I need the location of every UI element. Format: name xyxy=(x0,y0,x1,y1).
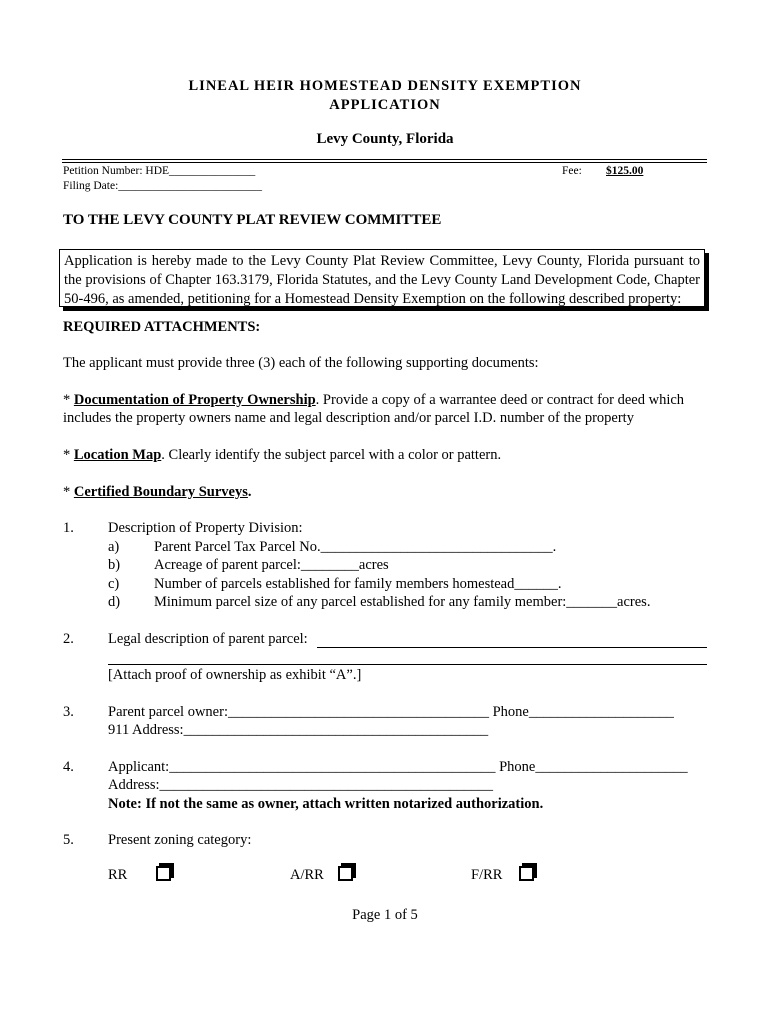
header-rule-bottom xyxy=(62,162,707,163)
intro-line-2: the provisions of Chapter 163.3179, Florida Statutes, and the Levy County Land Development Code, Chapter xyxy=(64,272,700,288)
zoning-rr-label: RR xyxy=(108,867,128,883)
location-map-text: . Clearly identify the subject parcel with a color or pattern. xyxy=(161,447,502,463)
zoning-frr-checkbox[interactable] xyxy=(519,866,534,881)
item-4-note: Note: If not the same as owner, attach written notarized authorization. xyxy=(108,796,544,812)
item-1c-letter: c) xyxy=(108,576,120,592)
item-1a-field[interactable]: Parent Parcel Tax Parcel No.________________________________. xyxy=(154,539,557,555)
zoning-rr-checkbox[interactable] xyxy=(156,866,171,881)
petition-number[interactable]: Petition Number: HDE_______________ xyxy=(63,165,256,177)
doc-bullet: * xyxy=(63,392,74,408)
applicant-address-field[interactable]: Address:______________________________________________ xyxy=(108,777,494,793)
item-3-number: 3. xyxy=(63,704,74,720)
title-line-2: APPLICATION xyxy=(329,97,441,113)
owner-911-address-field[interactable]: 911 Address:__________________________________________ xyxy=(108,722,489,738)
survey-end: . xyxy=(247,484,252,500)
item-2-label: Legal description of parent parcel: xyxy=(108,631,308,647)
attachments-heading: REQUIRED ATTACHMENTS: xyxy=(63,319,261,335)
intro-box xyxy=(59,249,705,307)
item-1-title: Description of Property Division: xyxy=(108,520,303,536)
intro-line-1: Application is hereby made to the Levy County Plat Review Committee, Levy County, Florida pursuant to xyxy=(64,253,700,269)
page-number: Page 1 of 5 xyxy=(352,907,418,923)
item-5-label: Present zoning category: xyxy=(108,832,252,848)
survey-title: Certified Boundary Surveys xyxy=(73,484,248,500)
location-map-line xyxy=(63,447,501,464)
addressee-heading: TO THE LEVY COUNTY PLAT REVIEW COMMITTEE xyxy=(63,212,442,228)
zoning-arr-checkbox[interactable] xyxy=(338,866,353,881)
item-1d-field[interactable]: Minimum parcel size of any parcel established for any family member:_______acres. xyxy=(154,594,651,610)
item-1c-field[interactable]: Number of parcels established for family members homestead______. xyxy=(154,576,562,592)
title-line-1: LINEAL HEIR HOMESTEAD DENSITY EXEMPTION xyxy=(188,78,582,94)
doc-ownership-text: . Provide a copy of a warrantee deed or contract for deed which xyxy=(315,392,685,408)
item-1-number: 1. xyxy=(63,520,74,536)
attachments-lead: The applicant must provide three (3) each of the following supporting documents: xyxy=(63,355,539,371)
fee-label: Fee: xyxy=(562,165,582,177)
item-1a-letter: a) xyxy=(108,539,120,555)
zoning-frr-label: F/RR xyxy=(471,867,503,883)
item-2-note: [Attach proof of ownership as exhibit “A”.] xyxy=(108,667,362,683)
legal-description-line-1[interactable] xyxy=(317,647,707,648)
doc-ownership-text-2: includes the property owners name and legal description and/or parcel I.D. number of the property xyxy=(63,410,634,426)
item-1b-field[interactable]: Acreage of parent parcel:________acres xyxy=(154,557,389,573)
fee-value: $125.00 xyxy=(606,165,644,177)
location-map-title: Location Map xyxy=(73,447,162,463)
item-1d-letter: d) xyxy=(108,594,121,610)
item-1b-letter: b) xyxy=(108,557,121,573)
applicant-field[interactable]: Applicant:_____________________________________________ Phone_____________________ xyxy=(108,759,688,775)
filing-date[interactable]: Filing Date:_________________________ xyxy=(63,180,263,192)
intro-line-3: 50-496, as amended, petitioning for a Homestead Density Exemption on the following described property: xyxy=(64,291,682,307)
survey-bullet: * xyxy=(63,484,74,500)
item-2-number: 2. xyxy=(63,631,74,647)
map-bullet: * xyxy=(63,447,74,463)
county-name: Levy County, Florida xyxy=(316,131,454,147)
item-5-number: 5. xyxy=(63,832,74,848)
zoning-arr-label: A/RR xyxy=(290,867,324,883)
parent-owner-field[interactable]: Parent parcel owner:____________________________________ Phone____________________ xyxy=(108,704,674,720)
survey-line xyxy=(63,484,252,501)
doc-ownership-line xyxy=(63,392,684,409)
legal-description-line-2[interactable] xyxy=(108,664,707,665)
header-rule-top xyxy=(62,159,707,160)
doc-ownership-title: Documentation of Property Ownership xyxy=(73,392,316,408)
item-4-number: 4. xyxy=(63,759,74,775)
